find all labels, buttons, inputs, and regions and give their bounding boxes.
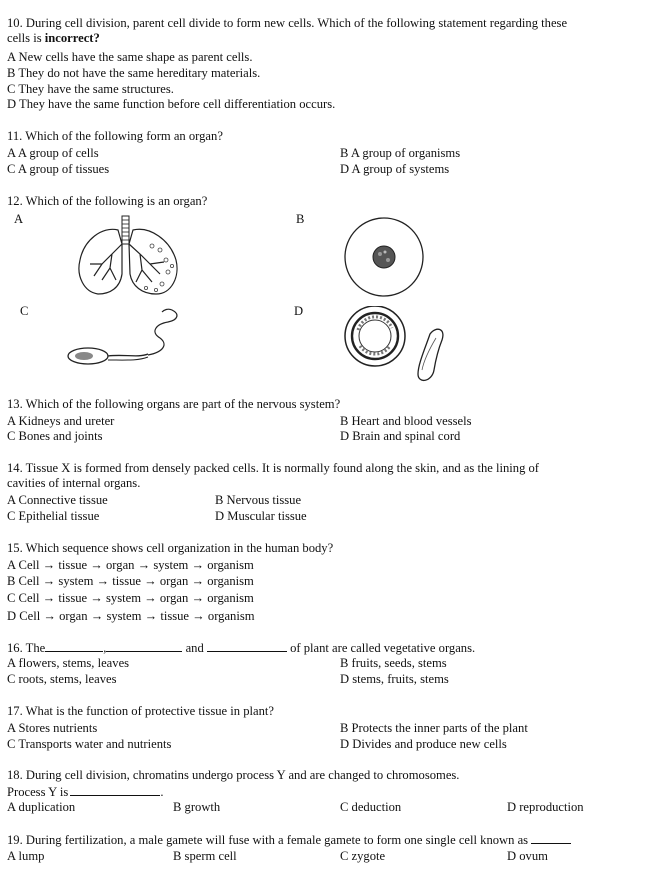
- q17-option-a: A Stores nutrients: [7, 721, 98, 735]
- q18-blank: [70, 784, 160, 796]
- q10-option-c: C They have the same structures.: [7, 82, 174, 96]
- q13-stem: 13. Which of the following organs are part of the nervous system?: [7, 397, 341, 411]
- q14-option-a: A Connective tissue: [7, 493, 108, 507]
- q14-stem-line1: 14. Tissue X is formed from densely packed cells. It is normally found along the skin, and as the lining of: [7, 461, 540, 475]
- q17-option-d: D Divides and produce new cells: [340, 737, 507, 751]
- lungs-icon: [72, 214, 184, 298]
- q14-stem-line2: cavities of internal organs.: [7, 476, 141, 490]
- q10-option-d: D They have the same function before cell differentiation occurs.: [7, 97, 336, 111]
- q13-option-a: A Kidneys and ureter: [7, 414, 115, 428]
- q16-option-a: A flowers, stems, leaves: [7, 656, 130, 670]
- q18-stem-text: Process Y is: [7, 785, 69, 799]
- q11-stem: 11. Which of the following form an organ?: [7, 129, 223, 143]
- q16-stem-start: 16. The: [7, 641, 46, 655]
- q11-option-a: A A group of cells: [7, 146, 99, 160]
- q16-blank-2: [106, 640, 182, 652]
- q12-label-d: D: [294, 304, 304, 318]
- q16-and: and: [185, 641, 204, 655]
- q18-option-b: B growth: [173, 800, 221, 814]
- q16-stem-end: of plant are called vegetative organs.: [290, 641, 476, 655]
- q16-blank-1: [45, 640, 103, 652]
- q17-stem: 17. What is the function of protective tissue in plant?: [7, 704, 274, 718]
- q11-option-c: C A group of tissues: [7, 162, 110, 176]
- q19-stem: [7, 832, 571, 848]
- q19-blank: [531, 832, 571, 844]
- q12-stem: 12. Which of the following is an organ?: [7, 194, 208, 208]
- q18-option-d: D reproduction: [507, 800, 584, 814]
- q16-stem: [7, 640, 475, 656]
- q13-option-d: D Brain and spinal cord: [340, 429, 461, 443]
- egg-and-bacterium-icon: [338, 306, 454, 388]
- q12-label-a: A: [14, 212, 24, 226]
- q18-period: .: [160, 785, 164, 799]
- q10-stem-text: cells is: [7, 31, 45, 45]
- q19-option-b: B sperm cell: [173, 849, 237, 863]
- cell-icon: [340, 214, 428, 300]
- q16-option-c: C roots, stems, leaves: [7, 672, 117, 686]
- q16-comma: ,: [103, 641, 107, 655]
- q10-stem-emphasis: incorrect?: [44, 31, 100, 45]
- q10-option-a: A New cells have the same shape as parent cells.: [7, 50, 253, 64]
- q10-stem-line1: 10. During cell division, parent cell divide to form new cells. Which of the following statement regarding these: [7, 16, 568, 30]
- sperm-cell-icon: [64, 304, 194, 374]
- q11-option-d: D A group of systems: [340, 162, 450, 176]
- q10-option-b: B They do not have the same hereditary materials.: [7, 66, 261, 80]
- q14-option-b: B Nervous tissue: [215, 493, 302, 507]
- q15-option-b: B Cell → system → tissue → organ → organism: [7, 574, 254, 588]
- q11-option-b: B A group of organisms: [340, 146, 461, 160]
- q19-option-a: A lump: [7, 849, 45, 863]
- q15-option-c: C Cell → tissue → system → organ → organism: [7, 591, 254, 605]
- q18-option-a: A duplication: [7, 800, 76, 814]
- q17-option-b: B Protects the inner parts of the plant: [340, 721, 528, 735]
- q13-option-b: B Heart and blood vessels: [340, 414, 472, 428]
- q19-option-c: C zygote: [340, 849, 386, 863]
- q14-option-d: D Muscular tissue: [215, 509, 307, 523]
- q16-option-d: D stems, fruits, stems: [340, 672, 449, 686]
- q18-stem-line1: 18. During cell division, chromatins undergo process Y and are changed to chromosomes.: [7, 768, 460, 782]
- q12-label-b: B: [296, 212, 305, 226]
- q12-label-c: C: [20, 304, 29, 318]
- q15-stem: 15. Which sequence shows cell organization in the human body?: [7, 541, 334, 555]
- q14-option-c: C Epithelial tissue: [7, 509, 100, 523]
- q13-option-c: C Bones and joints: [7, 429, 103, 443]
- q17-option-c: C Transports water and nutrients: [7, 737, 172, 751]
- q18-option-c: C deduction: [340, 800, 402, 814]
- q18-stem-line2: [7, 784, 164, 800]
- q16-option-b: B fruits, seeds, stems: [340, 656, 447, 670]
- q19-stem-text: 19. During fertilization, a male gamete will fuse with a female gamete to form one single cell known as: [7, 833, 529, 847]
- q15-option-a: A Cell → tissue → organ → system → organism: [7, 558, 254, 572]
- q10-stem-line2: [7, 31, 100, 46]
- q16-blank-3: [207, 640, 287, 652]
- q19-option-d: D ovum: [507, 849, 548, 863]
- q15-option-d: D Cell → organ → system → tissue → organism: [7, 609, 255, 623]
